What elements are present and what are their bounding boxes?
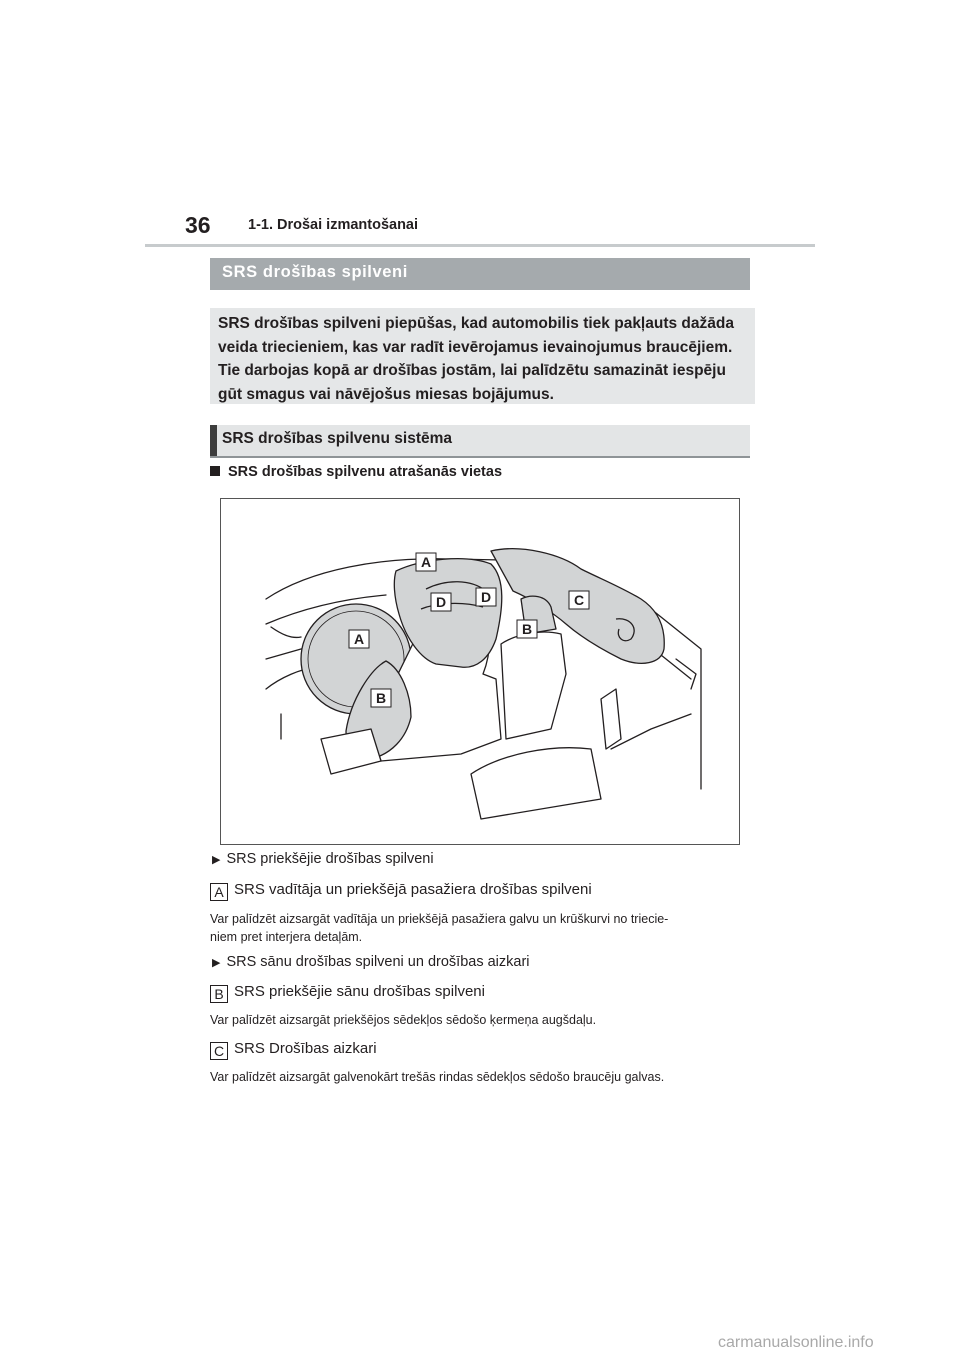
locations-heading-text: SRS drošības spilvenu atrašanās vietas — [228, 464, 503, 480]
badge-b: B — [210, 985, 228, 1003]
badge-a: A — [210, 883, 228, 901]
item-c — [210, 1040, 377, 1060]
figure-label-a-top: A — [420, 554, 432, 570]
square-bullet-icon — [210, 466, 220, 476]
item-b-description-line-1: Var palīdzēt aizsargāt priekšējos sēdekļos sēdošo ķermeņa augšdaļu. — [210, 1013, 597, 1027]
front-airbags-heading-text: SRS priekšējie drošības spilveni — [226, 851, 434, 867]
figure-label-d-left: D — [435, 594, 447, 610]
subsection-bar — [210, 425, 750, 458]
item-b — [210, 983, 485, 1003]
item-b-description — [210, 1011, 750, 1029]
page-number: 36 — [185, 212, 211, 238]
intro-text: SRS drošības spilveni piepūšas, kad automobilis tiek pakļauts dažāda veida triecieniem, kas var radīt ievērojamus ievainojumus braucējiem. Tie darbojas kopā ar drošības jostām, lai palīdzētu samazināt iespēju gūt smagus vai nāvējošus miesas bojājumus. — [218, 315, 734, 403]
item-c-description — [210, 1068, 750, 1086]
section-title: SRS drošības spilveni — [222, 263, 408, 281]
figure-label-a-wheel: A — [353, 631, 365, 647]
header-divider — [145, 244, 815, 247]
figure-label-b-driver: B — [375, 690, 387, 706]
section-title-bar — [210, 258, 750, 290]
item-a-label: SRS vadītāja un priekšējā pasažiera drošības spilveni — [234, 881, 592, 898]
watermark: carmanualsonline.info — [718, 1334, 874, 1351]
figure-label-b-passenger: B — [521, 621, 533, 637]
side-airbags-heading-text: SRS sānu drošības spilveni un drošības aizkari — [226, 954, 530, 970]
figure-label-d-right: D — [480, 589, 492, 605]
badge-c: C — [210, 1042, 228, 1060]
figure-label-c: C — [573, 592, 585, 608]
subsection-accent — [210, 425, 217, 456]
item-a-description — [210, 910, 750, 946]
side-airbags-heading — [212, 954, 530, 970]
item-c-description-line-1: Var palīdzēt aizsargāt galvenokārt trešās rindas sēdekļos sēdošo braucēju galvas. — [210, 1070, 665, 1084]
item-c-label: SRS Drošības aizkari — [234, 1040, 377, 1057]
arrow-right-icon: ▶ — [212, 957, 221, 969]
airbag-locations-figure — [220, 498, 740, 845]
item-a-description-line-1: Var palīdzēt aizsargāt vadītāja un priekšējā pasažiera galvu un krūškurvi no triecie- — [210, 912, 669, 926]
item-b-label: SRS priekšējie sānu drošības spilveni — [234, 983, 485, 1000]
subsection-title: SRS drošības spilvenu sistēma — [222, 430, 453, 447]
front-airbags-heading — [212, 851, 434, 867]
item-a — [210, 881, 592, 901]
locations-heading — [210, 464, 502, 480]
intro-box — [210, 308, 755, 404]
arrow-right-icon: ▶ — [212, 854, 221, 866]
car-interior-illustration — [221, 499, 741, 846]
item-a-description-line-2: niem pret interjera detaļām. — [210, 930, 363, 944]
section-path: 1-1. Drošai izmantošanai — [248, 217, 419, 233]
